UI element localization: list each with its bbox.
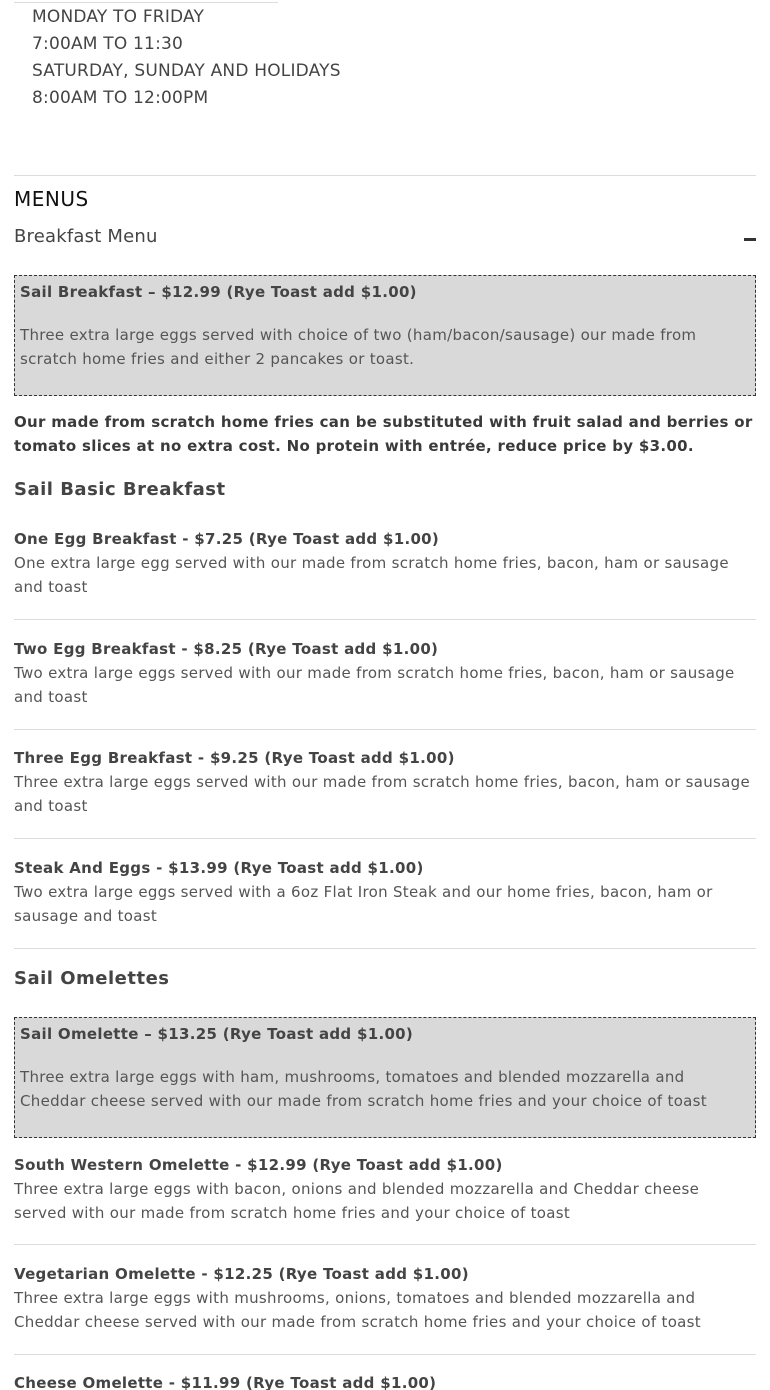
menu-item-title: Two Egg Breakfast - $8.25 (Rye Toast add $1.00): [14, 640, 439, 658]
hours-line: 8:00AM TO 12:00PM: [32, 88, 209, 108]
menu-item-title: Cheese Omelette - $11.99 (Rye Toast add $1.00): [14, 1374, 437, 1390]
menu-item-description: Two extra large eggs served with our made from scratch home fries, bacon, ham or sausage and toast: [14, 664, 735, 706]
item-divider: [14, 838, 756, 839]
menu-item-description: Three extra large eggs with mushrooms, onions, tomatoes and blended mozzarella and Cheddar cheese served with our made from scratch home fries and your choice of toast: [14, 1289, 701, 1331]
featured-item-description: Three extra large eggs with ham, mushrooms, tomatoes and blended mozzarella and Cheddar cheese served with our made from scratch home fries and your choice of toast: [20, 1068, 707, 1110]
menu-item: [14, 1153, 756, 1225]
section-heading-basic: Sail Basic Breakfast: [14, 479, 226, 500]
hours-line: SATURDAY, SUNDAY AND HOLIDAYS: [32, 61, 341, 81]
menu-item-description: Three extra large eggs with bacon, onions and blended mozzarella and Cheddar cheese served with our made from scratch home fries and your choice of toast: [14, 1180, 700, 1222]
menu-item-title: Three Egg Breakfast - $9.25 (Rye Toast add $1.00): [14, 749, 455, 767]
collapse-minus-icon[interactable]: [744, 238, 756, 241]
item-divider: [14, 948, 756, 949]
item-divider: [14, 1244, 756, 1245]
section-heading-omelettes: Sail Omelettes: [14, 968, 170, 989]
menu-item: [14, 746, 756, 818]
hours-block: [32, 0, 341, 112]
menu-item: [14, 856, 756, 928]
accordion-label: Breakfast Menu: [14, 226, 158, 247]
item-divider: [14, 619, 756, 620]
featured-item-description: Three extra large eggs served with choice of two (ham/bacon/sausage) our made from scratch home fries and either 2 pancakes or toast.: [20, 326, 697, 368]
hours-line: 7:00AM TO 11:30: [32, 34, 184, 54]
menu-item-description: Two extra large eggs served with a 6oz Flat Iron Steak and our home fries, bacon, ham or sausage and toast: [14, 883, 713, 925]
featured-sail-breakfast: [14, 275, 756, 396]
menu-item-title: South Western Omelette - $12.99 (Rye Toast add $1.00): [14, 1156, 503, 1174]
menu-item-description: Three extra large eggs served with our made from scratch home fries, bacon, ham or sausage and toast: [14, 773, 750, 815]
item-divider: [14, 1354, 756, 1355]
hours-line: MONDAY TO FRIDAY: [32, 7, 205, 27]
menu-item: [14, 527, 756, 599]
menu-item: [14, 1371, 756, 1390]
menu-item-title: One Egg Breakfast - $7.25 (Rye Toast add $1.00): [14, 530, 440, 548]
breakfast-menu-accordion[interactable]: [14, 226, 756, 254]
menu-item-description: One extra large egg served with our made from scratch home fries, bacon, ham or sausage and toast: [14, 554, 729, 596]
section-divider: [14, 175, 756, 176]
featured-item-title: Sail Breakfast – $12.99 (Rye Toast add $1.00): [20, 283, 417, 301]
substitution-note: Our made from scratch home fries can be substituted with fruit salad and berries or tomato slices at no extra cost. No protein with entrée, reduce price by $3.00.: [14, 413, 753, 455]
menu-item-title: Vegetarian Omelette - $12.25 (Rye Toast add $1.00): [14, 1265, 469, 1283]
menu-item: [14, 1262, 756, 1334]
featured-sail-omelette: [14, 1017, 756, 1138]
menu-item: [14, 637, 756, 709]
featured-item-title: Sail Omelette – $13.25 (Rye Toast add $1.00): [20, 1025, 414, 1043]
menus-heading: MENUS: [14, 187, 89, 211]
menu-item-title: Steak And Eggs - $13.99 (Rye Toast add $1.00): [14, 859, 424, 877]
item-divider: [14, 729, 756, 730]
